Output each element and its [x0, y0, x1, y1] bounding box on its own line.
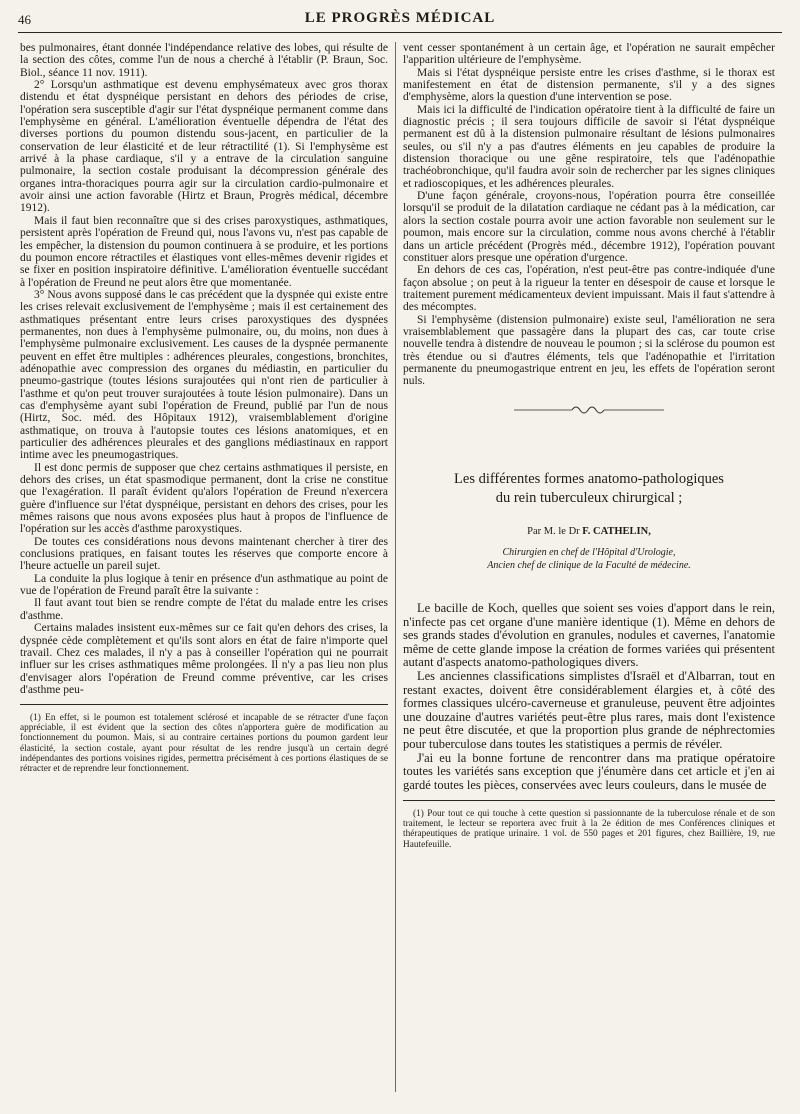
- paragraph: Mais ici la difficulté de l'indication opératoire tient à la difficulté de faire un diagnostic précis ; il sera toujours difficile de savoir si l'état dyspnéique permanent est dû à la distension pulmonaire résultant de lésions pulmonaires seules, ou s'il n'y a pas d'autres éléments en jeu capables de produire la distension thoracique ou une gêne respiratoire, tels que l'adénopathie trachéobronchique, qu'il faudra avoir soin de rechercher par les signes cliniques et radioscopiques, et les adhérences pleurales.: [403, 103, 775, 190]
- footnote: (1) En effet, si le poumon est totalement sclérosé et incapable de se rétracter d'une façon appréciable, il est évident que la section des côtes n'apportera guère de modification au fonctionnement du poumon. Mais, si au contraire certaines portions du poumon gardent leur élasticité, la section costale, ayant pour résultat de les rendre jusqu'à un certain degré indépendantes des portions voisines rigides, permettra précisément à ces portions élastiques de se rétracter et de reprendre leur fonctionnement.: [20, 713, 388, 774]
- right-column: [403, 42, 775, 850]
- footnote: (1) Pour tout ce qui touche à cette question si passionnante de la tuberculose rénale et de son traitement, le lecteur se reportera avec fruit à la 2e édition de mes Conférences cliniques et thérapeutiques de pratique urinaire. 1 vol. de 550 pages et 201 figures, chez Baillière, 19, rue Hautefeuille.: [403, 809, 775, 850]
- author-affiliation: [403, 546, 775, 572]
- paragraph: 3° Nous avons supposé dans le cas précédent que la dyspnée qui existe entre les crises relevait exclusivement de l'emphysème ; mais il est certainement des asthmatiques présentant entre leurs crises paroxystiques des dyspnées permanentes, non dues à l'emphysème pulmonaire, ou, du moins, non dues à l'emphysème pulmonaire exclusivement. Les causes de la dyspnée permanente peuvent en effet être multiples : adhérences pleurales, congestions, bronchites, adénopathie avec compression des organes du médiastin, en particulier du pneumo-gastrique (toutes lésions surajoutées qui n'ont rien de particulier à l'asthme et qu'on peut trouver surajoutées à toute lésion pulmonaire). Dans un cas d'emphysème ayant subi l'opération de Freund, publié par l'un de nous (Hirtz, Soc. méd. des Hôpitaux 1912), vraisemblablement d'origine asthmatique, on trouva à l'autopsie toutes ces lésions anatomiques, et en particulier des adhérences pleurales et des ganglions médiastinaux en rapport intime avec les pneumogastriques.: [20, 288, 388, 462]
- footnote-rule: [403, 800, 775, 801]
- byline: [403, 526, 775, 538]
- paragraph: La conduite la plus logique à tenir en présence d'un asthmatique au point de vue de l'opération de Freund paraît être la suivante :: [20, 572, 388, 598]
- paragraph: 2° Lorsqu'un asthmatique est devenu emphysémateux avec gros thorax distendu et état dyspnéique persistant en dehors des périodes de crise, l'opération sera susceptible d'agir sur l'état dyspnéique permanent comme dans l'emphysème en général. L'amélioration éventuelle dépendra de l'état des diverses portions du poumon distendu sous-jacent, en particulier de la conservation de leur élasticité et de leur rétractilité (1). Si l'emphysème est arrivé à la phase cardiaque, s'il y a entrave de la circulation sanguine pulmonaire, la section costale produisant la décompression générale des organes intra-thoraciques pourra agir sur la circulation cardio-pulmonaire et avoir ainsi une action favorable (Hirtz et Braun, Progrès médical, décembre 1912).: [20, 79, 388, 215]
- article-body: [403, 602, 775, 792]
- left-column: [20, 42, 388, 774]
- paragraph: Mais si l'état dyspnéique persiste entre les crises d'asthme, si le thorax est manifestement en état de distension permanente, s'il y a des signes d'emphysème, alors la question d'une intervention se pose.: [403, 66, 775, 104]
- affiliation-line: Ancien chef de clinique de la Faculté de médecine.: [487, 559, 691, 571]
- article-title-line: du rein tuberculeux chirurgical ;: [495, 489, 683, 506]
- paragraph: J'ai eu la bonne fortune de rencontrer dans ma pratique opératoire toutes les variétés sans exception que j'énumère dans cet article et j'en ai gardé toutes les pièces, conservées avec leurs couleurs, dans le musée de: [403, 750, 775, 792]
- ornament-divider: [514, 402, 664, 418]
- running-head: LE PROGRÈS MÉDICAL: [304, 10, 496, 26]
- affiliation-line: Chirurgien en chef de l'Hôpital d'Urologie,: [502, 546, 676, 558]
- paragraph: Le bacille de Koch, quelles que soient ses voies d'apport dans le rein, n'infecte pas cet organe d'une manière identique (1). Même en dehors de ses grands stades d'évolution en granules, nodules et cavernes, l'anatomie même de cette glande impose la création de formes variées qui présentent autant d'aspects anatomo-pathologiques divers.: [403, 600, 775, 670]
- article-title: [403, 470, 775, 508]
- footnotes: [403, 809, 775, 849]
- paragraph: Si l'emphysème (distension pulmonaire) existe seul, l'amélioration ne sera vraisemblablement que passagère dans la plupart des cas, car toute crise nouvelle tendra à distendre de nouveau le poumon ; si la sclérose du poumon est très étendue ou si d'autres éléments, tels que l'adénopathie et l'irritation permanente du pneumogastrique entrent en jeu, les effets de l'opération seront nuls.: [403, 313, 775, 388]
- footnote-rule: [20, 704, 388, 705]
- paragraph: Les anciennes classifications simplistes d'Israël et d'Albarran, tout en restant exactes, doivent être considérablement élargies et, à côté des formes classiques ulcéro-caverneuse et granuleuse, peuvent être adjointes une douzaine d'autres variétés peut-être plus rares, mais dont l'existence ne peut être discutée, et que la proportion plus grande de néphrectomies pour tuberculose dans toutes les statistiques a permis de révéler.: [403, 668, 775, 751]
- page-number: 46: [18, 12, 31, 27]
- paragraph: vent cesser spontanément à un certain âge, et l'opération ne saurait empêcher l'apparition ultérieure de l'emphysème.: [403, 42, 775, 67]
- byline-prefix: Par M. le Dr: [527, 525, 580, 537]
- header-rule: [18, 32, 782, 33]
- paragraph: Mais il faut bien reconnaître que si des crises paroxystiques, asthmatiques, persistent après l'opération de Freund qui, nous l'avons vu, n'est pas capable de les empêcher, la distension du poumon continuera à se produire, et les portions du poumon encore rétractiles et élastiques vont elles-mêmes devenir rigides et se fixer en position inspiratoire définitive. L'amélioration éventuelle succédant à l'opération de Freund ne peut alors être que momentanée.: [20, 214, 388, 289]
- column-divider: [395, 42, 396, 1092]
- author-name: F. CATHELIN,: [582, 525, 651, 537]
- paragraph: Il faut avant tout bien se rendre compte de l'état du malade entre les crises d'asthme.: [20, 597, 388, 622]
- paragraph: En dehors de ces cas, l'opération, n'est peut-être pas contre-indiquée d'une façon absolue ; on peut à la rigueur la tenter en désespoir de cause et lorsque le traitement purement médicamenteux devient impuissant. Mais il faut s'attendre à des mécomptes.: [403, 264, 775, 314]
- article-title-line: Les différentes formes anatomo-pathologiques: [454, 470, 724, 487]
- paragraph: De toutes ces considérations nous devons maintenant chercher à tirer des conclusions pratiques, en faisant toutes les réserves que comporte encore à l'heure actuelle un pareil sujet.: [20, 535, 388, 573]
- paragraph: Certains malades insistent eux-mêmes sur ce fait qu'en dehors des crises, la dyspnée cède complètement et qu'ils sont alors en état de faire n'importe quel travail. Chez ces malades, il n'y a pas à conseiller l'opération qui ne pourrait influer sur les crises asthmatiques même prolongées. Il n'y a pas lieu non plus d'envisager alors l'opération de Freund comme préventive, car les crises d'asthme peu-: [20, 622, 388, 696]
- paragraph: D'une façon générale, croyons-nous, l'opération pourra être conseillée lorsqu'il se produit de la dilatation cardiaque ne cédant pas à la médication, car alors la section costale pourra avoir une action favorable non seulement sur le poumon, mais encore sur la circulation, comme nous avons cherché à l'établir dans un article précédent (Progrès méd., décembre 1912), l'opération pouvant constituer alors presque une opération d'urgence.: [403, 190, 775, 264]
- footnotes: [20, 713, 388, 774]
- paragraph: bes pulmonaires, étant donnée l'indépendance relative des lobes, qui résulte de la section des côtes, comme l'un de nous a cherché à l'établir (P. Braun, Soc. Biol., séance 11 nov. 1911).: [20, 42, 388, 79]
- paragraph: Il est donc permis de supposer que chez certains asthmatiques il persiste, en dehors des crises, un état spasmodique permanent, dont la crise ne constitue que l'exagération. Il paraît évident qu'alors l'opération de Freund n'exercera guère d'influence sur l'état dyspnéique, persistant en dehors des crises, pour les mêmes raisons que nous avons exposées plus haut à propos de l'influence de l'opération sur les accès d'asthme paroxystiques.: [20, 461, 388, 536]
